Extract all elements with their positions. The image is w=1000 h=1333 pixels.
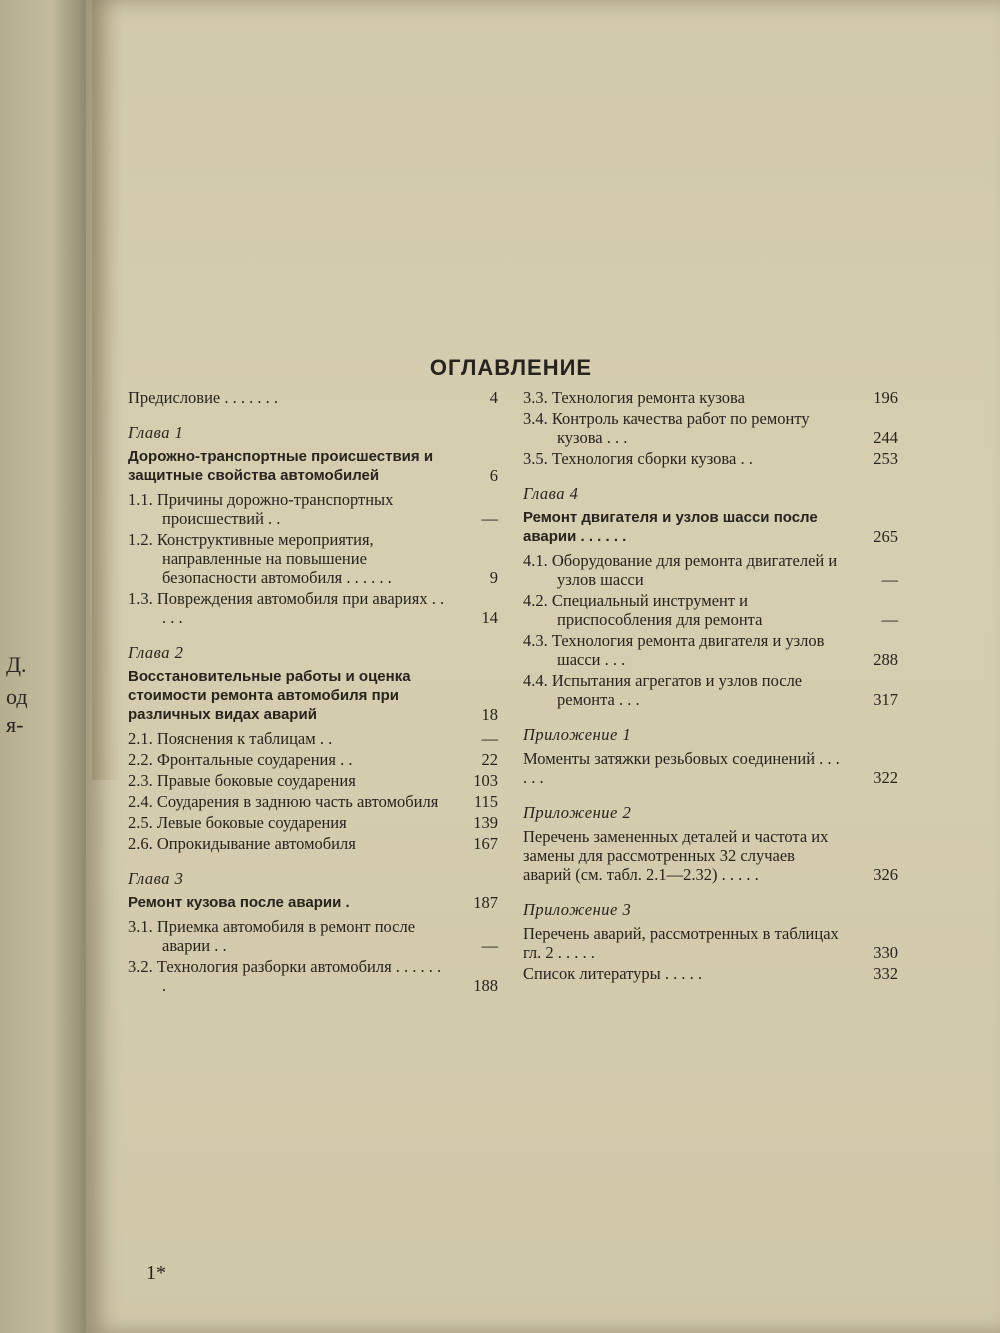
toc-page-number: 322 (873, 768, 898, 787)
toc-entry-text: Приложение 2 (523, 803, 632, 822)
toc-entry-text: 4.4. Испытания агрегатов и узлов после ремонта . . . (523, 671, 803, 709)
toc-page-number: 253 (873, 449, 898, 468)
toc-entry (523, 631, 898, 669)
toc-heading (523, 900, 898, 919)
toc-entry-text: 4.3. Технология ремонта двигателя и узлов шасси . . . (523, 631, 825, 669)
toc-page-number: 265 (873, 527, 898, 546)
toc-entry (128, 667, 498, 724)
toc-entry-text: 3.4. Контроль качества работ по ремонту кузова . . . (523, 409, 810, 447)
toc-entry (523, 449, 898, 468)
toc-entry-text: 1.3. Повреждения автомобиля при авариях . . . . . (128, 589, 445, 627)
toc-entry (128, 490, 498, 528)
toc-entry-text: 3.5. Технология сборки кузова . . (523, 449, 753, 468)
page-title: ОГЛАВЛЕНИЕ (429, 355, 593, 380)
toc-entry-text: Ремонт двигателя и узлов шасси после аварии . . . . . . (523, 509, 818, 545)
toc-entry-text: 1.2. Конструктивные мероприятия, направленные на повышение безопасности автомобиля . . . . . . (128, 530, 392, 587)
toc-entry (128, 729, 498, 748)
toc-page-number: — (881, 610, 898, 629)
toc-entry-text: 2.6. Опрокидывание автомобиля (128, 834, 356, 853)
toc-entry (128, 893, 498, 912)
left-page-fragment: я- (6, 712, 24, 737)
toc-entry (128, 957, 498, 995)
left-page-fragment: од (6, 684, 28, 709)
toc-entry-text: 1.1. Причины дорожно-транспортных происшествий . . (128, 490, 394, 528)
toc-page-number: 115 (473, 792, 498, 811)
toc-entry-text: 2.5. Левые боковые соударения (128, 813, 347, 832)
left-page-edge (0, 0, 86, 1333)
toc-entry (128, 813, 498, 832)
toc-entry-text: 2.4. Соударения в заднюю часть автомобиля (128, 792, 439, 811)
toc-page-number: 188 (473, 976, 498, 995)
toc-entry-text: 3.1. Приемка автомобиля в ремонт после аварии . . (128, 917, 416, 955)
toc-page-number: 167 (473, 834, 498, 853)
toc-page-number: 288 (873, 650, 898, 669)
toc-entry-text: Глава 1 (128, 423, 184, 442)
toc-entry (128, 834, 498, 853)
toc-page-number: — (881, 570, 898, 589)
toc-page-number: 6 (489, 466, 498, 485)
toc-page-number: 317 (873, 690, 898, 709)
page-folio: 1* (146, 1262, 166, 1284)
toc-entry-text: Глава 3 (128, 869, 184, 888)
toc-left-column (128, 388, 498, 997)
toc-entry (523, 749, 898, 787)
toc-entry (523, 964, 898, 983)
toc-entry (523, 551, 898, 589)
toc-entry-text: 4.2. Специальный инструмент и приспособления для ремонта (523, 591, 763, 629)
toc-entry-text: 2.2. Фронтальные соударения . . (128, 750, 353, 769)
toc-entry (523, 671, 898, 709)
toc-entry-text: 4.1. Оборудование для ремонта двигателей и узлов шасси (523, 551, 838, 589)
toc-entry-text: Глава 2 (128, 643, 184, 662)
toc-entry-text: Восстановительные работы и оценка стоимости ремонта автомобиля при различных видах аварий (128, 668, 411, 723)
toc-entry-text: Дорожно-транспортные происшествия и защитные свойства автомобилей (128, 448, 434, 484)
toc-page-number: 22 (481, 750, 498, 769)
toc-entry-text: Приложение 1 (523, 725, 632, 744)
toc-entry (128, 771, 498, 790)
toc-page-number: — (481, 509, 498, 528)
toc-entry (523, 924, 898, 962)
toc-entry (523, 591, 898, 629)
toc-entry (523, 409, 898, 447)
toc-page-number: 18 (481, 705, 498, 724)
toc-heading (128, 643, 498, 662)
left-page-fragment: Д. (6, 652, 27, 677)
toc-page-number: 187 (473, 893, 498, 912)
toc-entry-text: 3.2. Технология разборки автомобиля . . . . . . . (128, 957, 442, 995)
toc-entry-text: 2.3. Правые боковые соударения (128, 771, 356, 790)
toc-entry (128, 388, 498, 407)
toc-entry-text: 3.3. Технология ремонта кузова (523, 388, 745, 407)
toc-heading (523, 484, 898, 503)
toc-entry (128, 447, 498, 485)
toc-entry (523, 508, 898, 546)
toc-entry-text: Приложение 3 (523, 900, 632, 919)
toc-page-number: 9 (489, 568, 498, 587)
toc-entry (128, 792, 498, 811)
toc-page-number: 103 (473, 771, 498, 790)
toc-entry-text: Список литературы . . . . . (523, 964, 702, 983)
toc-heading (128, 423, 498, 442)
toc-page-number: 196 (873, 388, 898, 407)
toc-entry (523, 388, 898, 407)
toc-entry-text: Моменты затяжки резьбовых соединений . . . . . . (523, 749, 840, 787)
toc-entry-text: Перечень замененных деталей и частота их замены для рассмотренных 32 случаев аварий (см. табл. 2.1—2.32) . . . . . (523, 827, 829, 884)
toc-page-number: 14 (481, 608, 498, 627)
toc-page-number: 326 (873, 865, 898, 884)
toc-entry-text: Ремонт кузова после аварии . (128, 894, 350, 911)
toc-page-number: 330 (873, 943, 898, 962)
toc-heading (523, 803, 898, 822)
toc-entry-text: Предисловие . . . . . . . (128, 388, 278, 407)
toc-page-number: 244 (873, 428, 898, 447)
toc-entry (128, 530, 498, 587)
toc-page-number: — (481, 936, 498, 955)
toc-entry (128, 917, 498, 955)
page-stain (92, 0, 122, 780)
book-page (86, 0, 1000, 1333)
toc-entry-text: Глава 4 (523, 484, 579, 503)
toc-right-column (523, 388, 898, 985)
toc-entry-text: Перечень аварий, рассмотренных в таблицах гл. 2 . . . . . (523, 924, 839, 962)
toc-entry-text: 2.1. Пояснения к таблицам . . (128, 729, 333, 748)
toc-page-number: 139 (473, 813, 498, 832)
toc-page-number: 4 (489, 388, 498, 407)
toc-entry (128, 589, 498, 627)
toc-page-number: — (481, 729, 498, 748)
toc-page-number: 332 (873, 964, 898, 983)
toc-heading (128, 869, 498, 888)
toc-heading (523, 725, 898, 744)
toc-entry (128, 750, 498, 769)
toc-entry (523, 827, 898, 884)
